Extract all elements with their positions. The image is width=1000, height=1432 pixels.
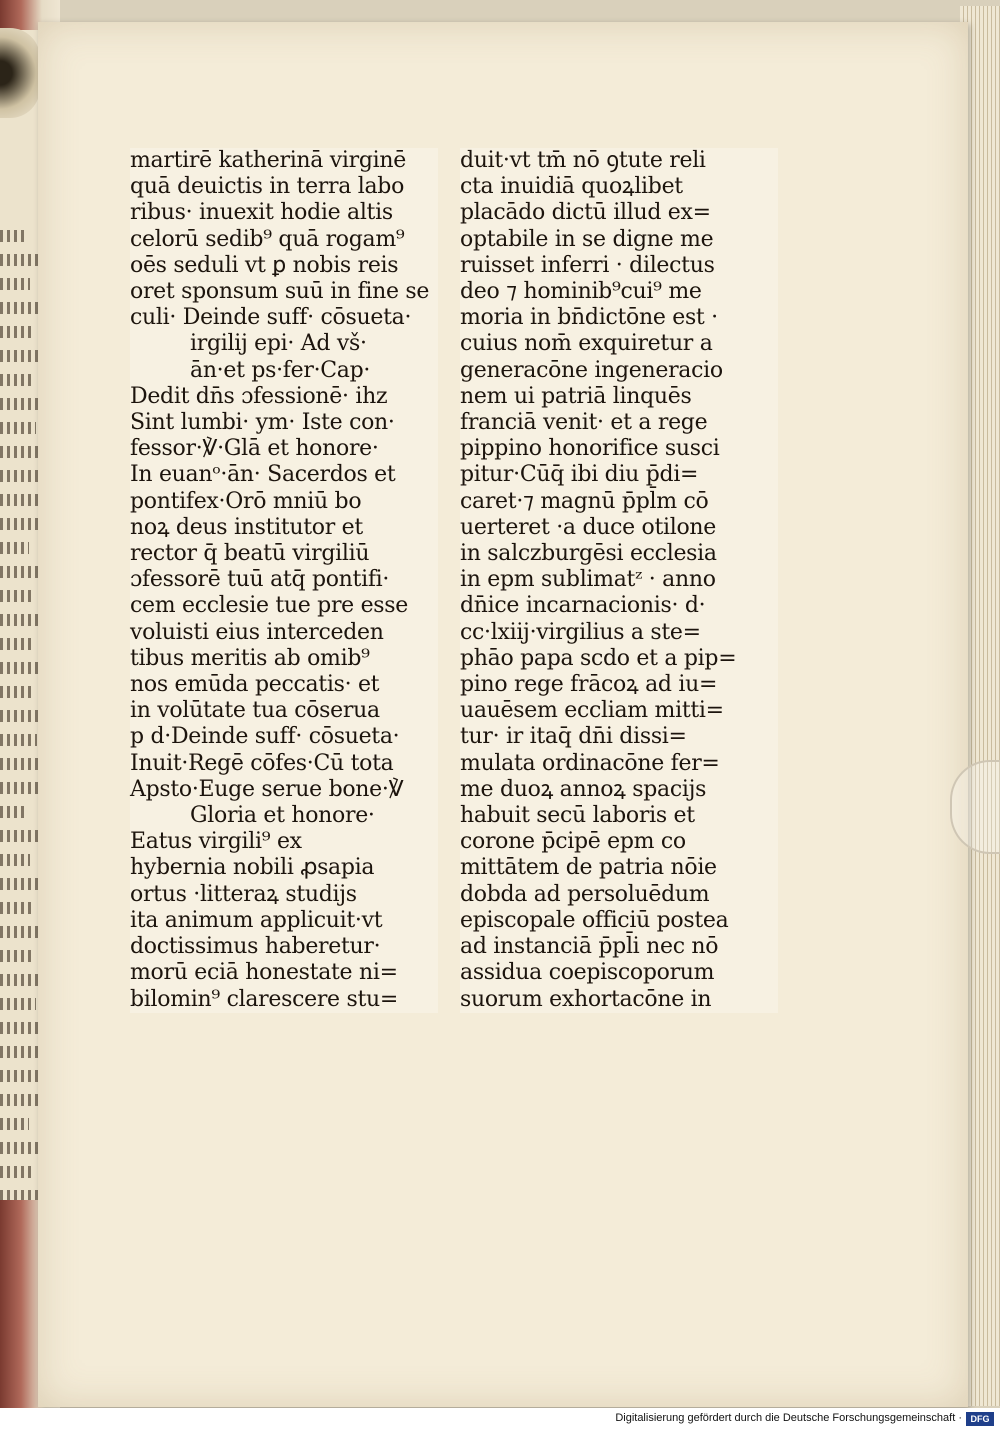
text-line: bilomin⁹ clarescere stu= [130,986,398,1012]
text-line: Eatus virgili⁹ ex [130,829,302,855]
text-line: assidua coepiscoporum [460,960,715,986]
previous-page-line [0,1094,40,1106]
footer-credit: Digitalisierung gefördert durch die Deutsche Forschungsgemeinschaft · [615,1412,962,1424]
text-line: martirē katherinā virginē [130,148,406,173]
previous-page-line [0,278,30,290]
text-line: Inuit·Regē cōfes·Cū tota [130,750,394,776]
text-line: pino rege frācoꝝ ad iu= [460,672,718,698]
dfg-logo: DFG [966,1412,994,1426]
text-line: ɔfessorē tuū atq̄ pontifi· [130,567,390,593]
manuscript-page [38,22,968,1407]
footer-bar [0,1408,1000,1432]
previous-page-line [0,950,34,962]
previous-page-line [0,254,41,266]
previous-page-line [0,1166,31,1178]
text-line: noꝝ deus institutor et [130,514,363,540]
text-line: uauēsem eccliam mitti= [460,698,724,724]
previous-page-line [0,422,36,434]
text-line: mulata ordinacōne fer= [460,750,720,776]
previous-page-line [0,830,41,842]
text-line: celorū sedib⁹ quā rogam⁹ [130,226,405,252]
text-line: Dedit dn̄s ɔfessionē· ihz [130,383,388,409]
right-text-column [460,148,778,1013]
text-line: tur· ir itaq̄ dn̄i dissi= [460,724,687,750]
previous-page-line [0,542,29,554]
text-line: cuius nom̄ exquiretur a [460,331,713,357]
text-line: oēs seduli vt ꝑ nobis reis [130,252,399,278]
previous-page-line [0,518,40,530]
text-line: Gloria et honore· [190,803,375,829]
text-line: phāo papa scdo et a pip= [460,645,737,671]
text-line: ortus ·litteraꝝ studijs [130,881,357,907]
previous-page-line [0,230,28,242]
previous-page-line [0,1142,42,1154]
text-line: p d·Deinde suff· cōsueta· [130,724,400,750]
text-line: cta inuidiā quoꝝlibet [460,174,683,200]
text-line: culi· Deinde suff· cōsueta· [130,305,412,331]
text-line: nem ui patriā linquēs [460,383,692,409]
text-line: suorum exhortacōne in [460,986,712,1012]
text-line: dn̄ice incarnacionis· d· [460,593,706,619]
text-line: ribus· inuexit hodie altis [130,200,393,226]
previous-page-line [0,878,43,890]
text-line: fessor·℣·Glā et honore· [130,436,379,462]
text-line: franciā venit· et a rege [460,410,708,436]
text-line: episcopale officiū postea [460,907,729,933]
previous-page-line [0,590,31,602]
text-line: voluisti eius interceden [130,619,384,645]
previous-page-line [0,470,38,482]
text-line: placādo dictū illud ex= [460,200,711,226]
previous-page-line [0,1046,38,1058]
text-line: mittātem de patria nōie [460,855,717,881]
previous-page-line [0,782,39,794]
text-line: uerteret ·a duce otilone [460,514,717,540]
text-line: duit·vt tm̄ nō ꝯtute reli [460,148,706,173]
previous-page-line [0,998,36,1010]
text-line: moria in bn̄dictōne est · [460,305,718,331]
text-line: oret sponsum suū in fine se [130,279,430,305]
text-line: cc·lxiij·virgilius a ste= [460,619,701,645]
previous-page-line [0,854,30,866]
text-line: tibus meritis ab omib⁹ [130,645,370,671]
text-line: corone p̄cipē epm co [460,829,686,855]
text-line: in volūtate tua cōserua [130,698,380,724]
text-line: Apsto·Euge serue bone·℣ [130,776,404,802]
previous-page-line [0,734,37,746]
text-line: ita animum applicuit·vt [130,907,383,933]
previous-page-line [0,638,33,650]
text-line: rector q̄ beatū virgiliū [130,541,370,567]
text-line: generacōne ingeneracio [460,357,723,383]
text-line: cem ecclesie tue pre esse [130,593,409,619]
previous-page-line [0,302,43,314]
text-line: dobda ad persoluēdum [460,881,710,907]
text-line: hybernia nobili ꝓsapia [130,855,375,881]
previous-page-line [0,902,32,914]
text-line: nos emūda peccatis· et [130,672,380,698]
previous-page-line [0,566,42,578]
text-line: deo ⁊ hominib⁹cui⁹ me [460,279,702,305]
previous-page-line [0,1118,29,1130]
text-line: ruisset inferri · dilectus [460,252,715,278]
text-line: me duoꝝ annoꝝ spacijs [460,776,707,802]
text-line: quā deuictis in terra labo [130,174,405,200]
previous-page-line [0,686,35,698]
previous-page-line [0,374,34,386]
previous-page-line [0,806,28,818]
text-line: pitur·Cūq̄ ibi diu p̄di= [460,462,699,488]
text-line: doctissimus haberetur· [130,934,381,960]
text-line: ān·et ps·fer·Cap· [190,357,371,383]
text-line: Sint lumbi· ym· Iste con· [130,410,395,436]
page-curl [0,28,40,118]
left-text-column [130,148,438,1013]
text-line: pippino honorifice susci [460,436,720,462]
text-line: ad instanciā p̄pl̄i nec nō [460,934,719,960]
text-line: in epm sublimatᶻ · anno [460,567,716,593]
text-line: in salczburgēsi ecclesia [460,541,717,567]
previous-page-line [0,326,32,338]
text-line: pontifex·Orō mniū bo [130,488,362,514]
text-line: optabile in se digne me [460,226,714,252]
text-line: irgilij epi· Ad vš· [190,331,367,357]
text-line: In euanᵒ·ān· Sacerdos et [130,462,396,488]
text-line: caret·⁊ magnū p̄pl̄m cō [460,488,709,514]
text-line: morū eciā honestate ni= [130,960,398,986]
text-line: habuit secū laboris et [460,803,695,829]
